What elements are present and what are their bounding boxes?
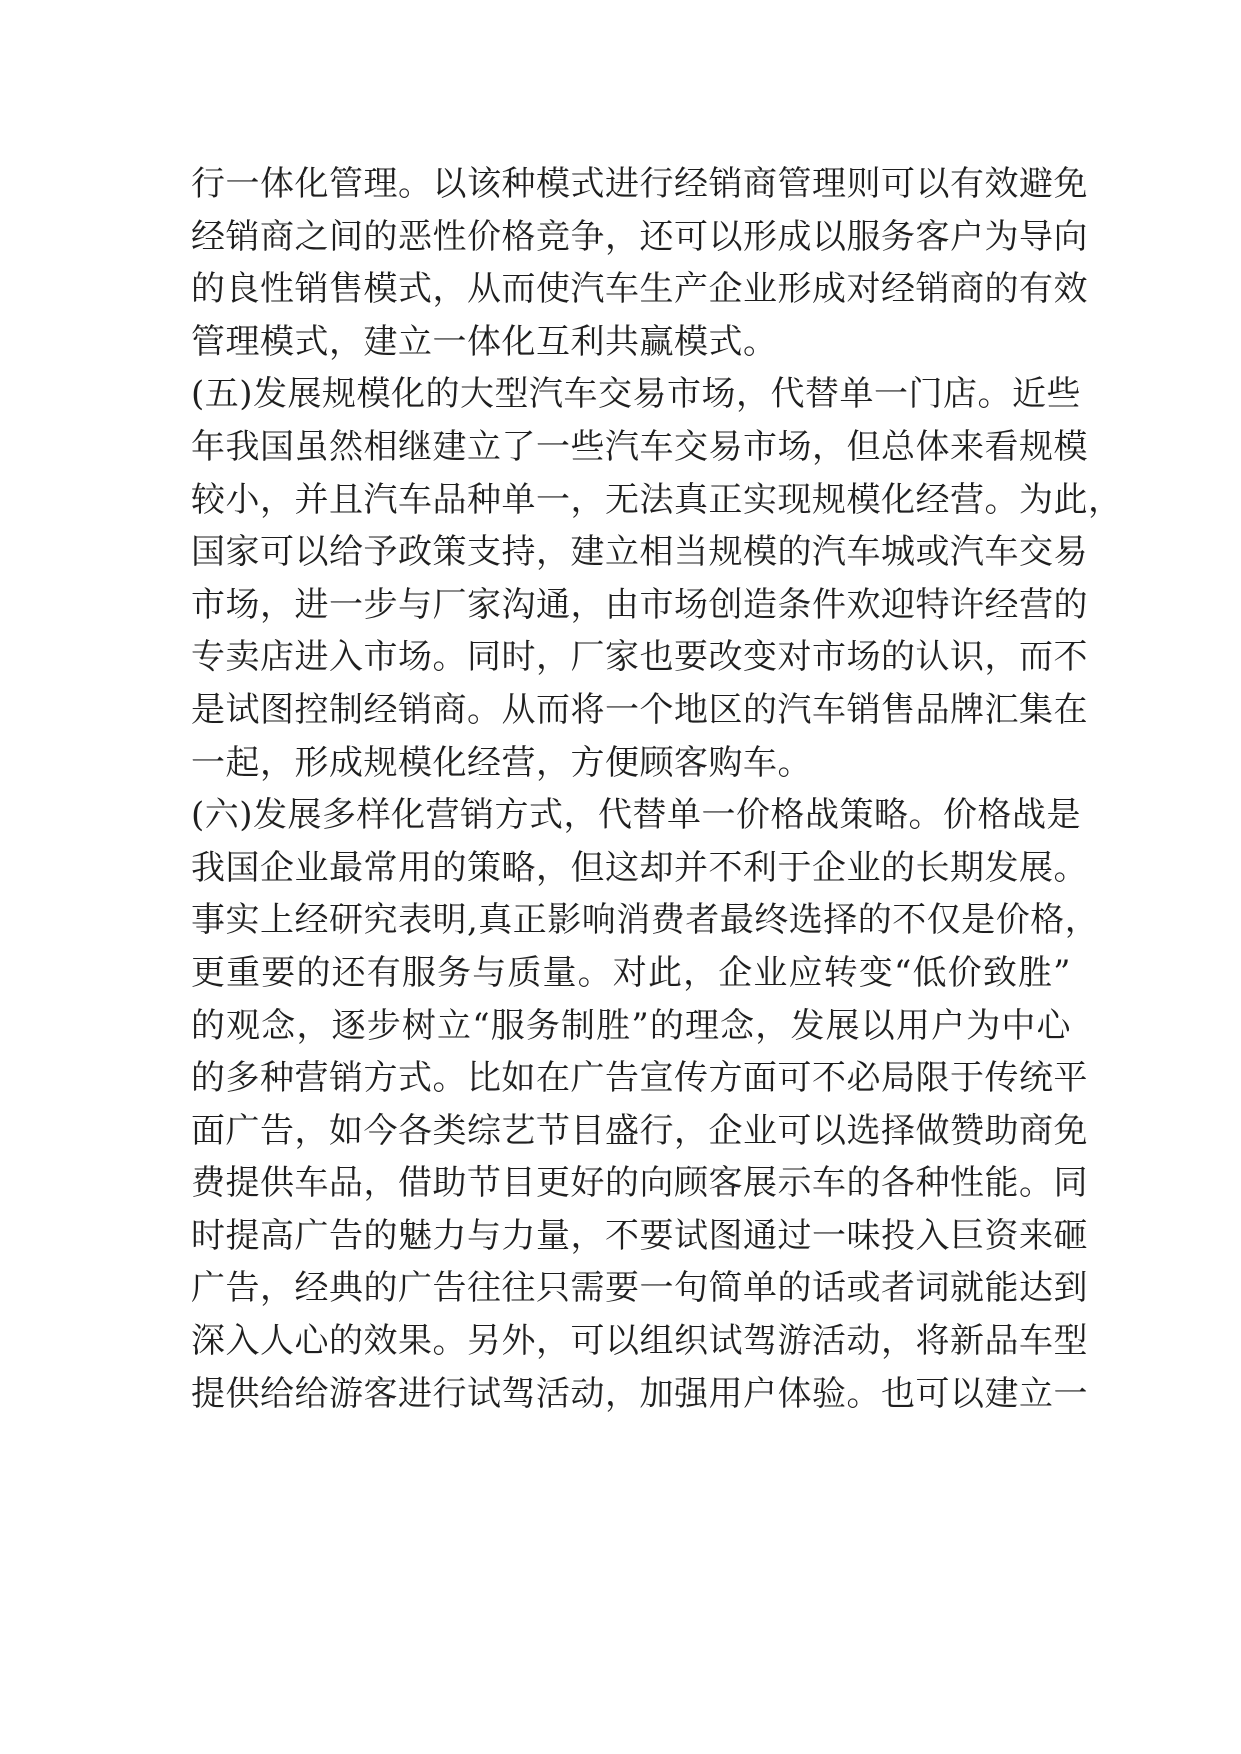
text-line: 时提高广告的魅力与力量，不要试图通过一味投入巨资来砸: [191, 1215, 1088, 1256]
text-line: 的多种营销方式。比如在广告宣传方面可不必局限于传统平: [191, 1058, 1088, 1099]
body-text: [191, 158, 1123, 1420]
section-heading-line: (五)发展规模化的大型汽车交易市场，代替单一门店。近些: [191, 374, 1082, 415]
text-line: 市场，进一步与厂家沟通，由市场创造条件欢迎特许经营的: [191, 584, 1088, 625]
text-line: 事实上经研究表明,真正影响消费者最终选择的不仅是价格，: [191, 900, 1100, 941]
text-line: 一起，形成规模化经营，方便顾客购车。: [191, 742, 812, 783]
text-line: 经销商之间的恶性价格竞争，还可以形成以服务客户为导向: [191, 216, 1088, 257]
text-line: 我国企业最常用的策略，但这却并不利于企业的长期发展。: [191, 847, 1088, 888]
text-line: 是试图控制经销商。从而将一个地区的汽车销售品牌汇集在: [191, 689, 1088, 730]
section-heading-line: (六)发展多样化营销方式，代替单一价格战策略。价格战是: [191, 795, 1082, 836]
text-line: 费提供车品，借助节目更好的向顾客展示车的各种性能。同: [191, 1163, 1088, 1204]
text-line: 国家可以给予政策支持，建立相当规模的汽车城或汽车交易: [191, 532, 1088, 573]
text-line: 广告，经典的广告往往只需要一句简单的话或者词就能达到: [191, 1268, 1088, 1309]
text-line: 年我国虽然相继建立了一些汽车交易市场，但总体来看规模: [191, 426, 1088, 467]
text-line: 的良性销售模式，从而使汽车生产企业形成对经销商的有效: [191, 269, 1088, 310]
text-line: 提供给给游客进行试驾活动，加强用户体验。也可以建立一: [191, 1373, 1088, 1414]
text-line: 专卖店进入市场。同时，厂家也要改变对市场的认识，而不: [191, 637, 1088, 678]
text-line: 面广告，如今各类综艺节目盛行，企业可以选择做赞助商免: [191, 1110, 1088, 1151]
text-line: 管理模式，建立一体化互利共赢模式。: [191, 321, 778, 362]
text-line: 更重要的还有服务与质量。对此，企业应转变“低价致胜”: [191, 952, 1071, 993]
text-line: 较小，并且汽车品种单一，无法真正实现规模化经营。为此，: [191, 479, 1123, 520]
text-line: 的观念，逐步树立“服务制胜”的理念，发展以用户为中心: [191, 1005, 1071, 1046]
text-line: 行一体化管理。以该种模式进行经销商管理则可以有效避免: [191, 164, 1088, 204]
text-line: 深入人心的效果。另外，可以组织试驾游活动，将新品车型: [191, 1321, 1088, 1362]
